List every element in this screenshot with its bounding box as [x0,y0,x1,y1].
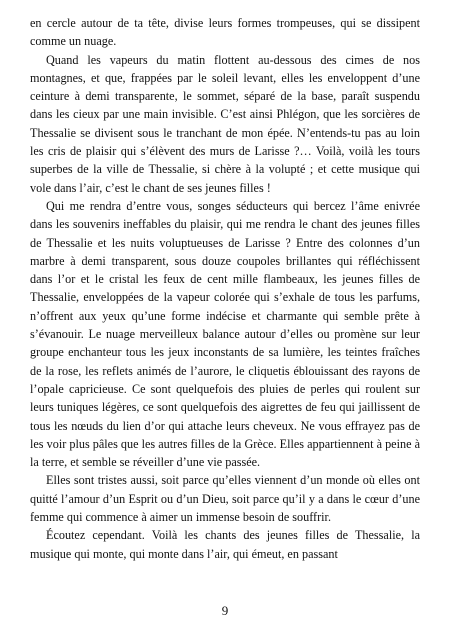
paragraph-continuation: en cercle autour de ta tête, divise leurs formes trompeuses, qui se dissipent comme un nuage. [30,16,420,49]
paragraph-tristes: Elles sont tristes aussi, soit parce qu’elles viennent d’un monde où elles ont quitté l’amour d’un Esprit ou d’un Dieu, soit parce qu’il y a dans le cœur d’une femme qui commence à aimer un immense besoin de souffrir. [30,473,420,525]
paragraph-songes: Qui me rendra d’entre vous, songes séducteurs qui bercez l’âme enivrée dans les souvenirs ineffables du plaisir, qui me rendra le chant des jeunes filles de Thessalie et les nuits voluptueuses de Larisse ? Entre des colonnes d’un marbre à demi transparent, sous douze coupoles brillantes qui réfléchissent dans l’or et le cristal les feux de cent mille flambeaux, les jeunes filles de Thessalie, enveloppées de la vapeur colorée qui s’exhale de tous les parfums, n’offrent aux yeux qu’une forme indécise et charmante qui semble prête à s’évanouir. Le nuage merveilleux balance autour d’elles ou promène sur leur groupe enchanteur tous les jeux inconstants de sa lumière, les teintes fraîches de la rose, les reflets animés de l’aurore, le cliquetis éblouissant des rayons de l’opale capricieuse. Ce sont quelquefois des pluies de perles qui roulent sur leurs tuniques légères, ce sont quelquefois des aigrettes de feu qui jaillissent de tous les nœuds du lien d’or qui attache leurs cheveux. Ne vous effrayez pas de les voir plus pâles que les autres filles de la Grèce. Elles appartiennent à peine à la terre, et semble se réveiller d’une vie passée. [30,198,420,470]
page-number: 9 [221,603,229,618]
paragraph-vapeurs: Quand les vapeurs du matin flottent au-dessous des cimes de nos montagnes, et que, frappées par le soleil levant, elles les enveloppent d’une ceinture à demi transparente, le sommet, séparé de la base, paraît suspendu dans les cieux par une main invisible. C’est ainsi Phlégon, que les sorcières de Thessalie se divisent sous le tranchant de mon épée. N’entends-tu pas au loin les cris de plaisir qui s’élèvent des murs de Larisse ?… Voilà, voilà les tours superbes de la ville de Thessalie, si chère à la volupté ; et cette musique qui vole dans l’air, c’est le chant de ses jeunes filles ! [30,52,420,195]
page-body [30,14,420,563]
paragraph-ecoutez: Écoutez cependant. Voilà les chants des jeunes filles de Thessalie, la musique qui monte, qui monte dans l’air, qui émeut, en passant [30,528,420,561]
